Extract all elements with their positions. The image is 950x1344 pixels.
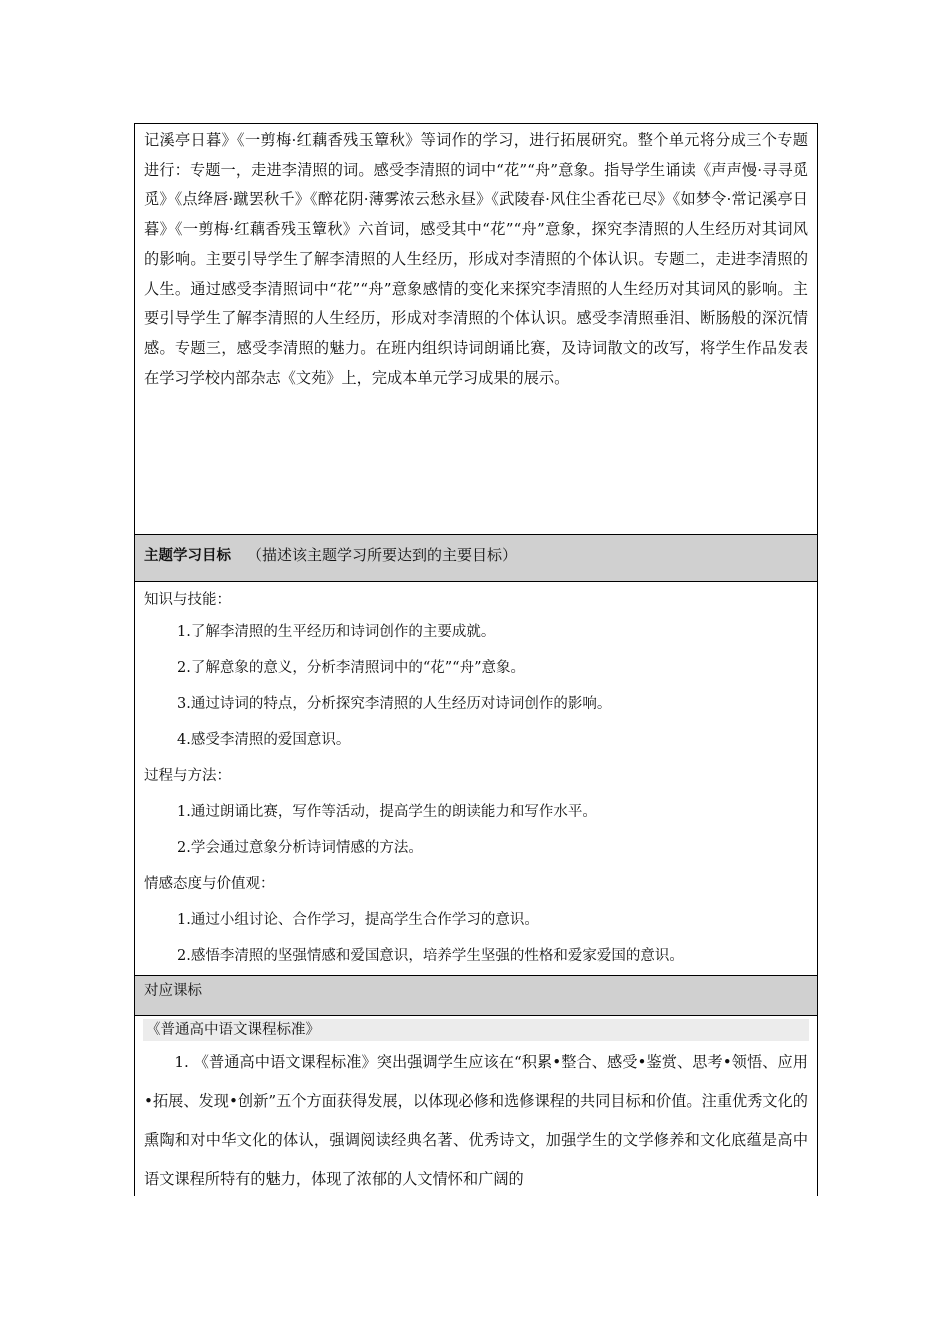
standards-title: 《普通高中语文课程标准》 (143, 1019, 809, 1041)
standards-header-row (135, 976, 817, 1016)
standards-cell (135, 1019, 817, 1199)
goal-item: 1.了解李清照的生平经历和诗词创作的主要成就。 (177, 624, 496, 640)
unit-intro-cell (135, 124, 817, 535)
unit-plan-table (134, 123, 818, 1196)
goal-item: 3.通过诗词的特点，分析探究李清照的人生经历对诗词创作的影响。 (177, 696, 612, 712)
goal-item: 2.了解意象的意义，分析李清照词中的“花”“舟”意象。 (177, 660, 525, 676)
goals-cell (135, 582, 817, 976)
standards-body-text: 1. 《普通高中语文课程标准》突出强调学生应该在“积累•整合、感受•鉴赏、思考•领悟、应用•拓展、发现•创新”五个方面获得发展，以体现必修和选修课程的共同目标和价值。注重优秀文化的熏陶和对中华文化的体认，强调阅读经典名著、优秀诗文，加强学生的文学修养和文化底蕴是高中语文课程所特有的魅力，体现了浓郁的人文情怀和广阔的 (144, 1053, 808, 1188)
goal-item: 1.通过小组讨论、合作学习，提高学生合作学习的意识。 (177, 912, 539, 928)
goal-category-attitude: 情感态度与价值观： (144, 876, 275, 892)
unit-intro-text: 记溪亭日暮》《一剪梅·红藕香残玉簟秋》等词作的学习，进行拓展研究。整个单元将分成三个专题进行：专题一，走进李清照的词。感受李清照的词中“花”“舟”意象。指导学生诵读《声声慢·寻寻觅觅》《点绛唇·蹴罢秋千》《醉花阴·薄雾浓云愁永昼》《武陵春·风住尘香花已尽》《如梦令·常记溪亭日暮》《一剪梅·红藕香残玉簟秋》六首词，感受其中“花”“舟”意象，探究李清照的人生经历对其词风的影响。主要引导学生了解李清照的人生经历，形成对李清照的个体认识。专题二，走进李清照的人生。通过感受李清照词中“花”“舟”意象感情的变化来探究李清照的人生经历对其词风的影响。主要引导学生了解李清照的人生经历，形成对李清照的个体认识。感受李清照垂泪、断肠般的深沉情感。专题三，感受李清照的魅力。在班内组织诗词朗诵比赛，及诗词散文的改写，将学生作品发表在学习学校内部杂志《文苑》上，完成本单元学习成果的展示。 (144, 131, 808, 387)
goals-header-desc: （描述该主题学习所要达到的主要目标） (247, 546, 518, 564)
goal-item: 2.学会通过意象分析诗词情感的方法。 (177, 840, 423, 856)
goals-header-title: 主题学习目标 (144, 548, 231, 564)
goal-category-knowledge: 知识与技能： (144, 592, 231, 608)
standards-body (135, 1041, 817, 1199)
goal-item: 1.通过朗诵比赛，写作等活动，提高学生的朗读能力和写作水平。 (177, 804, 597, 820)
goal-item: 2.感悟李清照的坚强情感和爱国意识，培养学生坚强的性格和爱家爱国的意识。 (177, 948, 684, 964)
goal-item: 4.感受李清照的爱国意识。 (177, 732, 351, 748)
goal-category-process: 过程与方法： (144, 768, 231, 784)
standards-header-label: 对应课标 (144, 983, 202, 999)
goals-header-row (135, 535, 817, 582)
